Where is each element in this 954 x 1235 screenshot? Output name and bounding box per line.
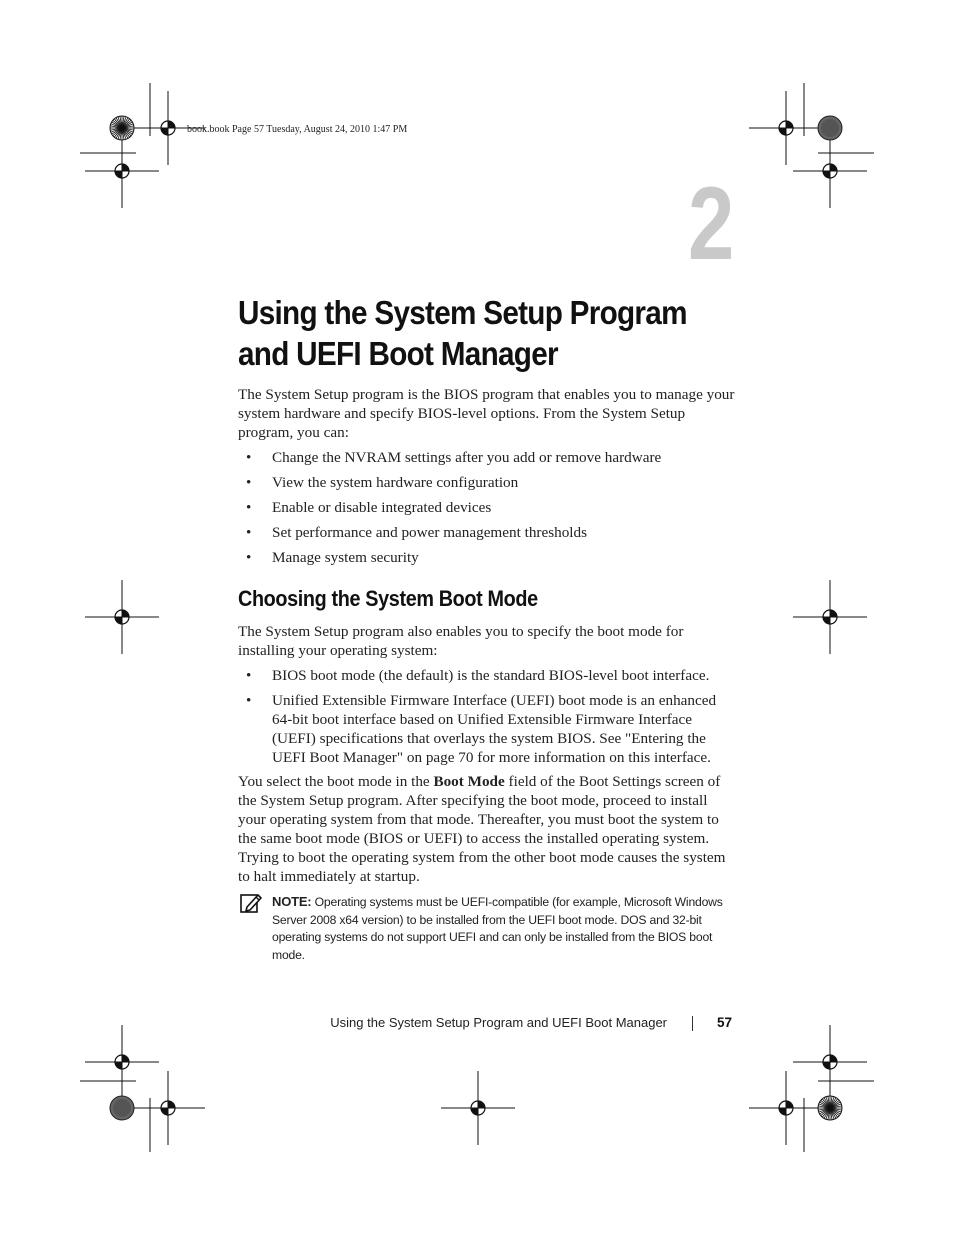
registration-target-fill [168,121,175,128]
list-item: • BIOS boot mode (the default) is the standard BIOS-level boot interface. [246,667,710,684]
registration-target-fill [830,1055,837,1062]
registration-target-fill [161,128,168,135]
bullet-icon: • [246,524,252,541]
registration-target-fill [115,617,122,624]
registration-target-fill [115,1062,122,1069]
note-box [272,893,742,964]
note-pencil-icon [240,892,262,914]
chapter-title [238,292,778,374]
intro-paragraph: The System Setup program is the BIOS program that enables you to manage your system hardware and specify BIOS-level options. From the System Setup program, you can: [238,386,735,441]
registration-target-fill [830,164,837,171]
registration-target-fill [823,1062,830,1069]
chapter-title-line-2: and UEFI Boot Manager [238,335,558,372]
registration-gray-core [113,1099,131,1117]
registration-target-fill [779,128,786,135]
bullet-icon: • [246,667,252,684]
registration-target-fill [471,1108,478,1115]
registration-target-fill [115,171,122,178]
bullet-icon: • [246,474,252,491]
note-label: NOTE: [272,894,312,909]
bullet-icon: • [246,692,252,709]
registration-target-fill [779,1108,786,1115]
registration-target-fill [122,1055,129,1062]
footer-chapter-title: Using the System Setup Program and UEFI Boot Manager [330,1015,667,1030]
registration-gray-core [821,119,839,137]
registration-target-fill [823,171,830,178]
registration-target-fill [478,1101,485,1108]
note-text: Operating systems must be UEFI-compatible (for example, Microsoft Windows Server 2008 x64 version) to be installed from the UEFI boot mode. DOS and 32-bit operating systems do not support UEFI and can only be installed from the BIOS boot mode. [272,895,723,962]
registration-target-fill [823,617,830,624]
list-item: • Set performance and power management thresholds [246,524,588,541]
registration-target-fill [122,164,129,171]
list-item: • Unified Extensible Firmware Interface (UEFI) boot mode is an enhanced 64-bit boot interface based on Unified Extensible Firmware Interface (UEFI) specifications that overlays the system BIOS. See "Entering the UEFI Boot Manager" on page 70 for more information on this interface. [246,692,717,766]
bullet-icon: • [246,449,252,466]
boot-mode-bullet-list [238,666,738,767]
page-number: 57 [717,1015,733,1030]
chapter-title-line-1: Using the System Setup Program [238,294,687,331]
list-item: • Manage system security [246,549,419,566]
registration-target-fill [786,1101,793,1108]
list-item: • View the system hardware configuration [246,474,519,491]
registration-target-fill [161,1108,168,1115]
registration-target-fill [122,610,129,617]
print-slug: book.book Page 57 Tuesday, August 24, 2010 1:47 PM [187,124,408,135]
bullet-icon: • [246,549,252,566]
boot-mode-field-name: Boot Mode [433,773,505,790]
boot-mode-paragraph: You select the boot mode in the Boot Mode field of the Boot Settings screen of the System Setup program. After specifying the boot mode, proceed to install your operating system from that mode. Thereafter, you must boot the system to the same boot mode (BIOS or UEFI) to access the installed operating system. Trying to boot the operating system from the other boot mode causes the system to halt immediately at startup. [238,773,726,885]
bullet-icon: • [246,499,252,516]
section-heading: Choosing the System Boot Mode [238,586,538,611]
list-item: • Enable or disable integrated devices [246,499,492,516]
registration-target-fill [168,1101,175,1108]
section-intro-paragraph: The System Setup program also enables you to specify the boot mode for installing your operating system: [238,623,684,659]
intro-bullet-list [238,448,738,567]
chapter-number: 2 [688,166,733,282]
registration-target-fill [830,610,837,617]
footer-separator [692,1016,693,1031]
list-item: • Change the NVRAM settings after you add or remove hardware [246,449,662,466]
registration-target-fill [786,121,793,128]
